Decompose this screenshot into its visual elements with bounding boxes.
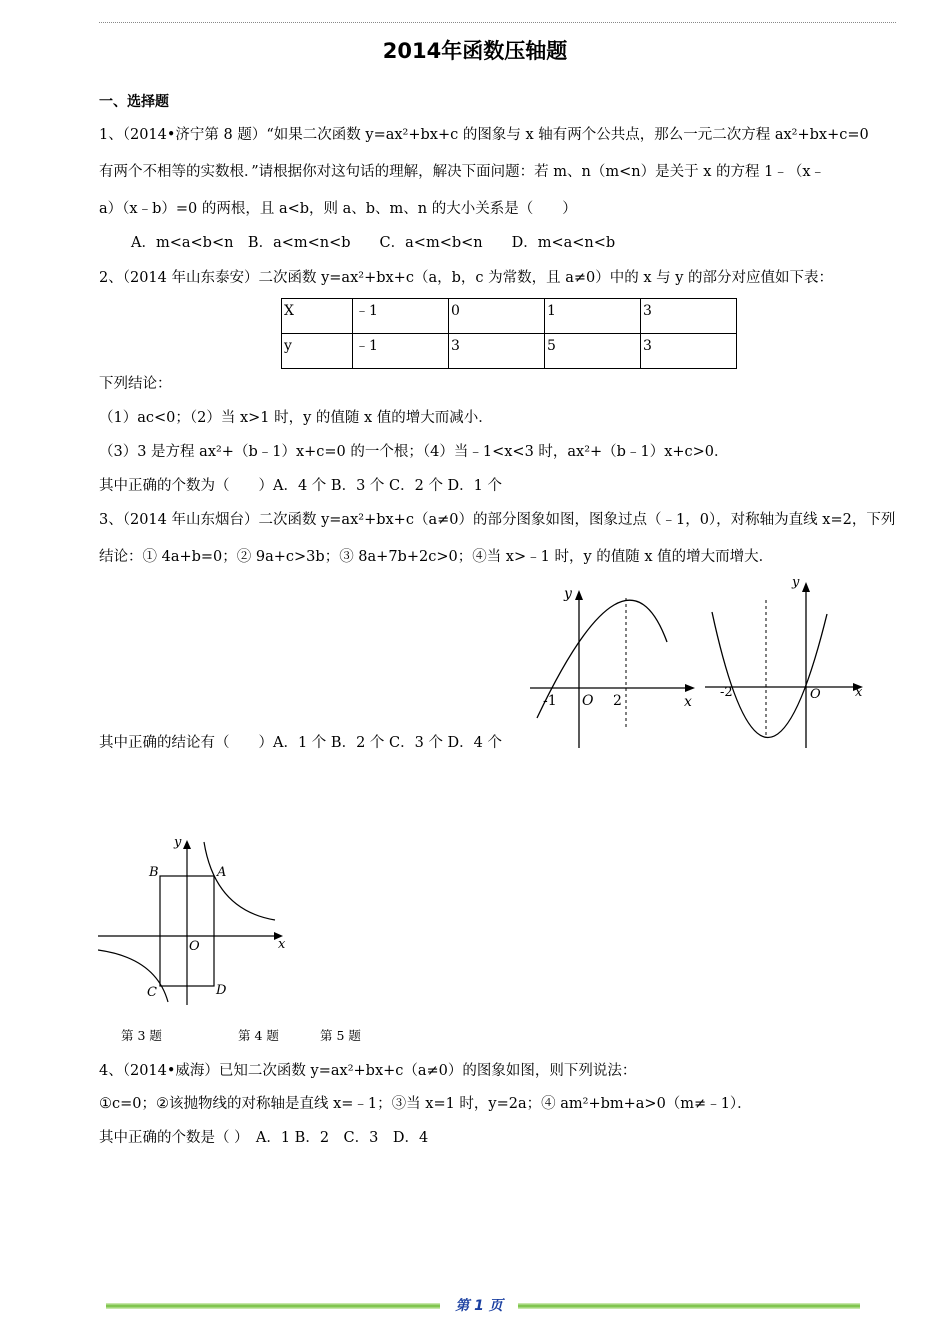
q2-conclusions-title: 下列结论： bbox=[99, 376, 172, 392]
q3-line1: 3、（2014 年山东烟台）二次函数 y=ax²+bx+c（a≠0）的部分图象如图，图象过点（﹣1，0），对称轴为直线 x=2，下列 bbox=[99, 512, 896, 528]
section-heading: 一、选择题 bbox=[99, 94, 169, 110]
table-cell: ﹣1 bbox=[353, 299, 449, 334]
caption-q3: 第 3 题 bbox=[121, 1028, 162, 1043]
x-axis-arrow bbox=[685, 684, 695, 692]
q2-conclusion-2: （3）3 是方程 ax²+（b﹣1）x+c=0 的一个根；（4）当﹣1<x<3 时，ax²+（b﹣1）x+c>0． bbox=[99, 444, 729, 460]
footer-rule-right bbox=[518, 1303, 860, 1309]
q4-line1: 4、（2014•威海）已知二次函数 y=ax²+bx+c（a≠0）的图象如图，则下列说法： bbox=[99, 1063, 637, 1079]
q1-line1: 1、（2014•济宁第 8 题）“如果二次函数 y=ax²+bx+c 的图象与 x 轴有两个公共点，那么一元二次方程 ax²+bx+c=0 bbox=[99, 127, 869, 143]
footer-rule-left bbox=[106, 1303, 440, 1309]
q1-line3: a）（x﹣b）=0 的两根，且 a<b，则 a、b、m、n 的大小关系是（ ） bbox=[99, 201, 577, 217]
graph-q5 bbox=[98, 830, 293, 1010]
q1-options: A．m<a<b<n B．a<m<n<b C．a<m<b<n D．m<a<n<b bbox=[131, 235, 616, 251]
y-label: y bbox=[792, 575, 800, 590]
point-b-label: B bbox=[149, 865, 159, 880]
table-cell: y bbox=[282, 334, 353, 369]
origin-label: O bbox=[810, 687, 821, 702]
page-title: 2014年函数压轴题 bbox=[382, 39, 568, 63]
table-cell: 0 bbox=[449, 299, 545, 334]
table-row bbox=[282, 334, 737, 369]
page-footer bbox=[106, 1296, 860, 1316]
origin-label: O bbox=[582, 693, 594, 709]
table-cell: 3 bbox=[449, 334, 545, 369]
parabola-curve bbox=[712, 612, 827, 738]
x-label: x bbox=[684, 694, 692, 710]
hyperbola-branch-1 bbox=[204, 842, 275, 920]
q2-conclusion-1: （1）ac<0；（2）当 x>1 时，y 的值随 x 值的增大而减小． bbox=[99, 410, 493, 426]
y-axis-arrow bbox=[802, 582, 810, 592]
y-axis-arrow bbox=[575, 590, 583, 600]
q4-line2: ①c=0；②该抛物线的对称轴是直线 x=﹣1；③当 x=1 时，y=2a；④ am²+bm+a>0（m≠﹣1）． bbox=[99, 1096, 752, 1112]
q2-line1: 2、（2014 年山东泰安）二次函数 y=ax²+bx+c（a，b，c 为常数，且 a≠0）中的 x 与 y 的部分对应值如下表： bbox=[99, 270, 834, 286]
q1-line2: 有两个不相等的实数根．”请根据你对这句话的理解，解决下面问题：若 m、n（m<n）是关于 x 的方程 1﹣（x﹣ bbox=[99, 164, 826, 180]
table-cell: 3 bbox=[641, 299, 737, 334]
q4-answer: 其中正确的个数是（ ） A．1 B．2 C．3 D．4 bbox=[99, 1130, 429, 1146]
value-table bbox=[281, 298, 737, 369]
point-c-label: C bbox=[147, 985, 157, 1000]
caption-q5: 第 5 题 bbox=[320, 1028, 361, 1043]
tick-neg2: -2 bbox=[720, 685, 733, 700]
y-label: y bbox=[564, 586, 572, 602]
origin-label: O bbox=[189, 939, 200, 954]
q2-answer: 其中正确的个数为（ ）A．4 个 B．3 个 C．2 个 D．1 个 bbox=[99, 478, 503, 494]
table-cell: ﹣1 bbox=[353, 334, 449, 369]
graph-q4 bbox=[700, 572, 870, 752]
table-cell: X bbox=[282, 299, 353, 334]
tick-2: 2 bbox=[613, 693, 622, 709]
page-number: 第 1 页 bbox=[455, 1298, 503, 1314]
x-label: x bbox=[278, 937, 286, 952]
y-axis-arrow bbox=[183, 840, 191, 849]
tick-neg1: -1 bbox=[543, 693, 557, 709]
point-d-label: D bbox=[216, 983, 227, 998]
caption-q4: 第 4 题 bbox=[238, 1028, 279, 1043]
q3-line2: 结论：① 4a+b=0；② 9a+c>3b；③ 8a+7b+2c>0；④当 x>﹣1 时，y 的值随 x 值的增大而增大． bbox=[99, 549, 774, 565]
hyperbola-branch-2 bbox=[98, 950, 168, 1002]
q3-answer: 其中正确的结论有（ ）A．1 个 B．2 个 C．3 个 D．4 个 bbox=[99, 735, 503, 751]
point-a-label: A bbox=[217, 865, 227, 880]
table-cell: 1 bbox=[545, 299, 641, 334]
table-cell: 5 bbox=[545, 334, 641, 369]
header-rule bbox=[99, 22, 896, 23]
table-row bbox=[282, 299, 737, 334]
graph-q3 bbox=[525, 580, 700, 750]
table-cell: 3 bbox=[641, 334, 737, 369]
x-label: x bbox=[855, 685, 863, 700]
y-label: y bbox=[174, 835, 182, 850]
